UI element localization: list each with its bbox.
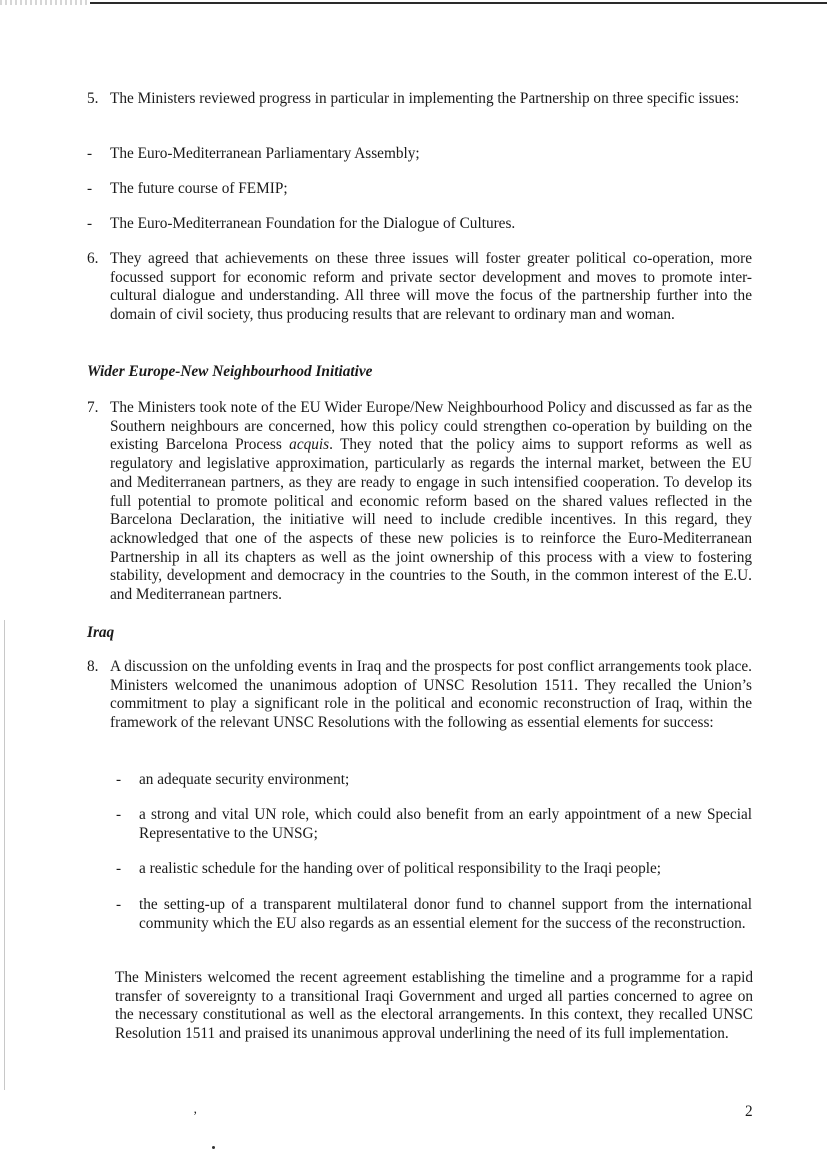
dash-marker: - <box>87 215 93 232</box>
paragraph-5: The Ministers reviewed progress in particular in implementing the Partnership on three specific issues: <box>110 90 740 107</box>
iraq-element-3: a realistic schedule for the handing over of political responsibility to the Iraqi people; <box>139 860 662 877</box>
paragraph-7-part-1: The Ministers took note of the EU Wider Europe/New Neighbourhood Policy and discussed as far as the Southern neighbours are concerned, how this policy could strengthen co-operation by building on the existing Barcelona Process <box>110 399 752 454</box>
issue-item-1: The Euro-Mediterranean Parliamentary Assembly; <box>110 145 420 162</box>
paragraph-number-7: 7. <box>87 399 99 416</box>
paragraph-7-italic: acquis <box>289 436 330 454</box>
dash-marker: - <box>116 896 122 913</box>
section-heading-iraq: Iraq <box>87 624 115 641</box>
iraq-element-2: a strong and vital UN role, which could also benefit from an early appointment of a new Special Representative to the UNSG; <box>139 806 752 842</box>
stray-dot <box>212 1146 215 1149</box>
dash-marker: - <box>87 145 93 162</box>
closing-paragraph: The Ministers welcomed the recent agreement establishing the timeline and a programme for a rapid transfer of sovereignty to a transitional Iraqi Government and urged all parties concerned to agree on the necessary constitutional as well as the electoral arrangements. In this context, they recalled UNSC Resolution 1511 and praised its unanimous approval underlining the need of its full implementation. <box>115 969 753 1043</box>
section-heading-wider-europe: Wider Europe-New Neighbourhood Initiative <box>87 363 373 380</box>
paragraph-7 <box>110 399 752 605</box>
dash-marker: - <box>116 771 122 788</box>
paragraph-6: They agreed that achievements on these three issues will foster greater political co-operation, more focussed support for economic reform and private sector development and moves to promote inter-cultural dialogue and understanding. All three will move the focus of the partnership further into the domain of civil society, thus producing results that are relevant to ordinary man and woman. <box>110 250 752 324</box>
stray-mark: ʼ <box>193 1108 198 1123</box>
issue-item-2: The future course of FEMIP; <box>110 180 288 197</box>
paragraph-7-part-2: . They noted that the policy aims to support reforms as well as regulatory and legislative approximation, particularly as regards the internal market, between the EU and Mediterranean partners, as they are ready to engage in such intensified cooperation. To develop its full potential to promote political and economic reform based on the shared values reflected in the Barcelona Declaration, the initiative will need to include credible incentives. In this regard, they acknowledged that one of the aspects of these new policies is to reinforce the Euro-Mediterranean Partnership in all its chapters as well as the joint ownership of this process with a view to fostering stability, development and democracy in the countries to the South, in the common interest of the E.U. and Mediterranean partners. <box>110 436 752 604</box>
paragraph-number-8: 8. <box>87 658 99 675</box>
iraq-element-4: the setting-up of a transparent multilateral donor fund to channel support from the international community which the EU also regards as an essential element for the success of the reconstruction. <box>139 896 752 932</box>
scan-edge <box>4 620 5 1090</box>
page-number: 2 <box>745 1103 753 1120</box>
issue-item-3: The Euro-Mediterranean Foundation for the Dialogue of Cultures. <box>110 215 516 232</box>
paragraph-8: A discussion on the unfolding events in Iraq and the prospects for post conflict arrangements took place. Ministers welcomed the unanimous adoption of UNSC Resolution 1511. They recalled the Union’s commitment to play a significant role in the political and economic reconstruction of Iraq, within the framework of the relevant UNSC Resolutions with the following as essential elements for success: <box>110 658 752 732</box>
dash-marker: - <box>116 860 122 877</box>
paragraph-number-5: 5. <box>87 90 99 107</box>
dash-marker: - <box>116 806 122 823</box>
iraq-element-1: an adequate security environment; <box>139 771 350 788</box>
scan-artifact <box>0 0 90 5</box>
paragraph-number-6: 6. <box>87 250 99 267</box>
header-rule <box>90 2 827 4</box>
dash-marker: - <box>87 180 93 197</box>
